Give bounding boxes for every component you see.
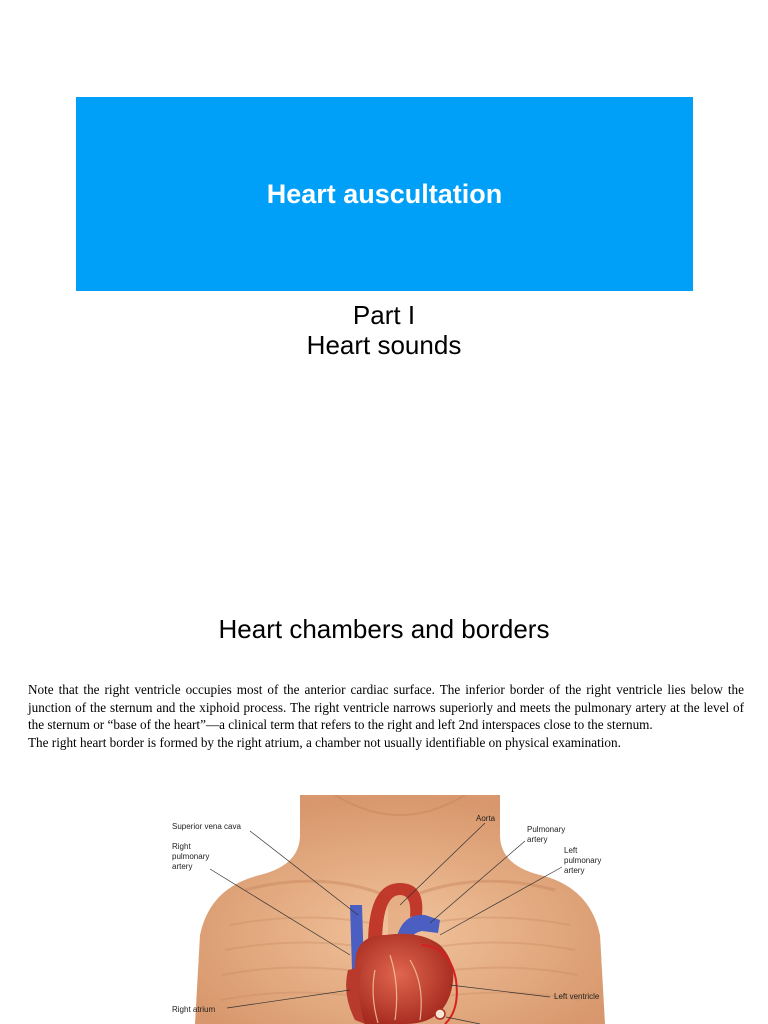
label-right-pulmonary-1: Right xyxy=(172,842,191,851)
heart-anatomy-figure xyxy=(150,795,650,1024)
subtitle-line-1: Part I xyxy=(352,300,416,330)
label-right-pulmonary-3: artery xyxy=(172,862,193,871)
body-text xyxy=(28,681,744,751)
label-right-atrium: Right atrium xyxy=(172,1005,216,1014)
label-pulmonary-artery-1: Pulmonary xyxy=(527,825,566,834)
label-left-pulmonary-1: Left xyxy=(564,846,578,855)
paragraph-1: Note that the right ventricle occupies most of the anterior cardiac surface. The inferior border of the right ventricle lies below the junction of the sternum and the xiphoid process. The right ventricle narrows superiorly and meets the pulmonary artery at the level of the sternum or “base of the heart”—a clinical term that refers to the right and left 2nd interspaces close to the sternum. xyxy=(28,682,744,732)
label-pulmonary-artery-2: artery xyxy=(527,835,548,844)
label-left-pulmonary-3: artery xyxy=(564,866,585,875)
title-banner xyxy=(76,97,693,291)
subtitle-line-2: Heart sounds xyxy=(306,330,462,360)
label-right-pulmonary-2: pulmonary xyxy=(172,852,210,861)
slide-title: Heart auscultation xyxy=(266,179,503,209)
label-left-ventricle: Left ventricle xyxy=(554,992,600,1001)
label-superior-vena-cava: Superior vena cava xyxy=(172,822,241,831)
paragraph-2: The right heart border is formed by the right atrium, a chamber not usually identifiable on physical examination. xyxy=(28,734,621,750)
section-title: Heart chambers and borders xyxy=(218,614,550,644)
label-left-pulmonary-2: pulmonary xyxy=(564,856,602,865)
heart-illustration xyxy=(150,795,650,1024)
label-aorta: Aorta xyxy=(476,814,496,823)
